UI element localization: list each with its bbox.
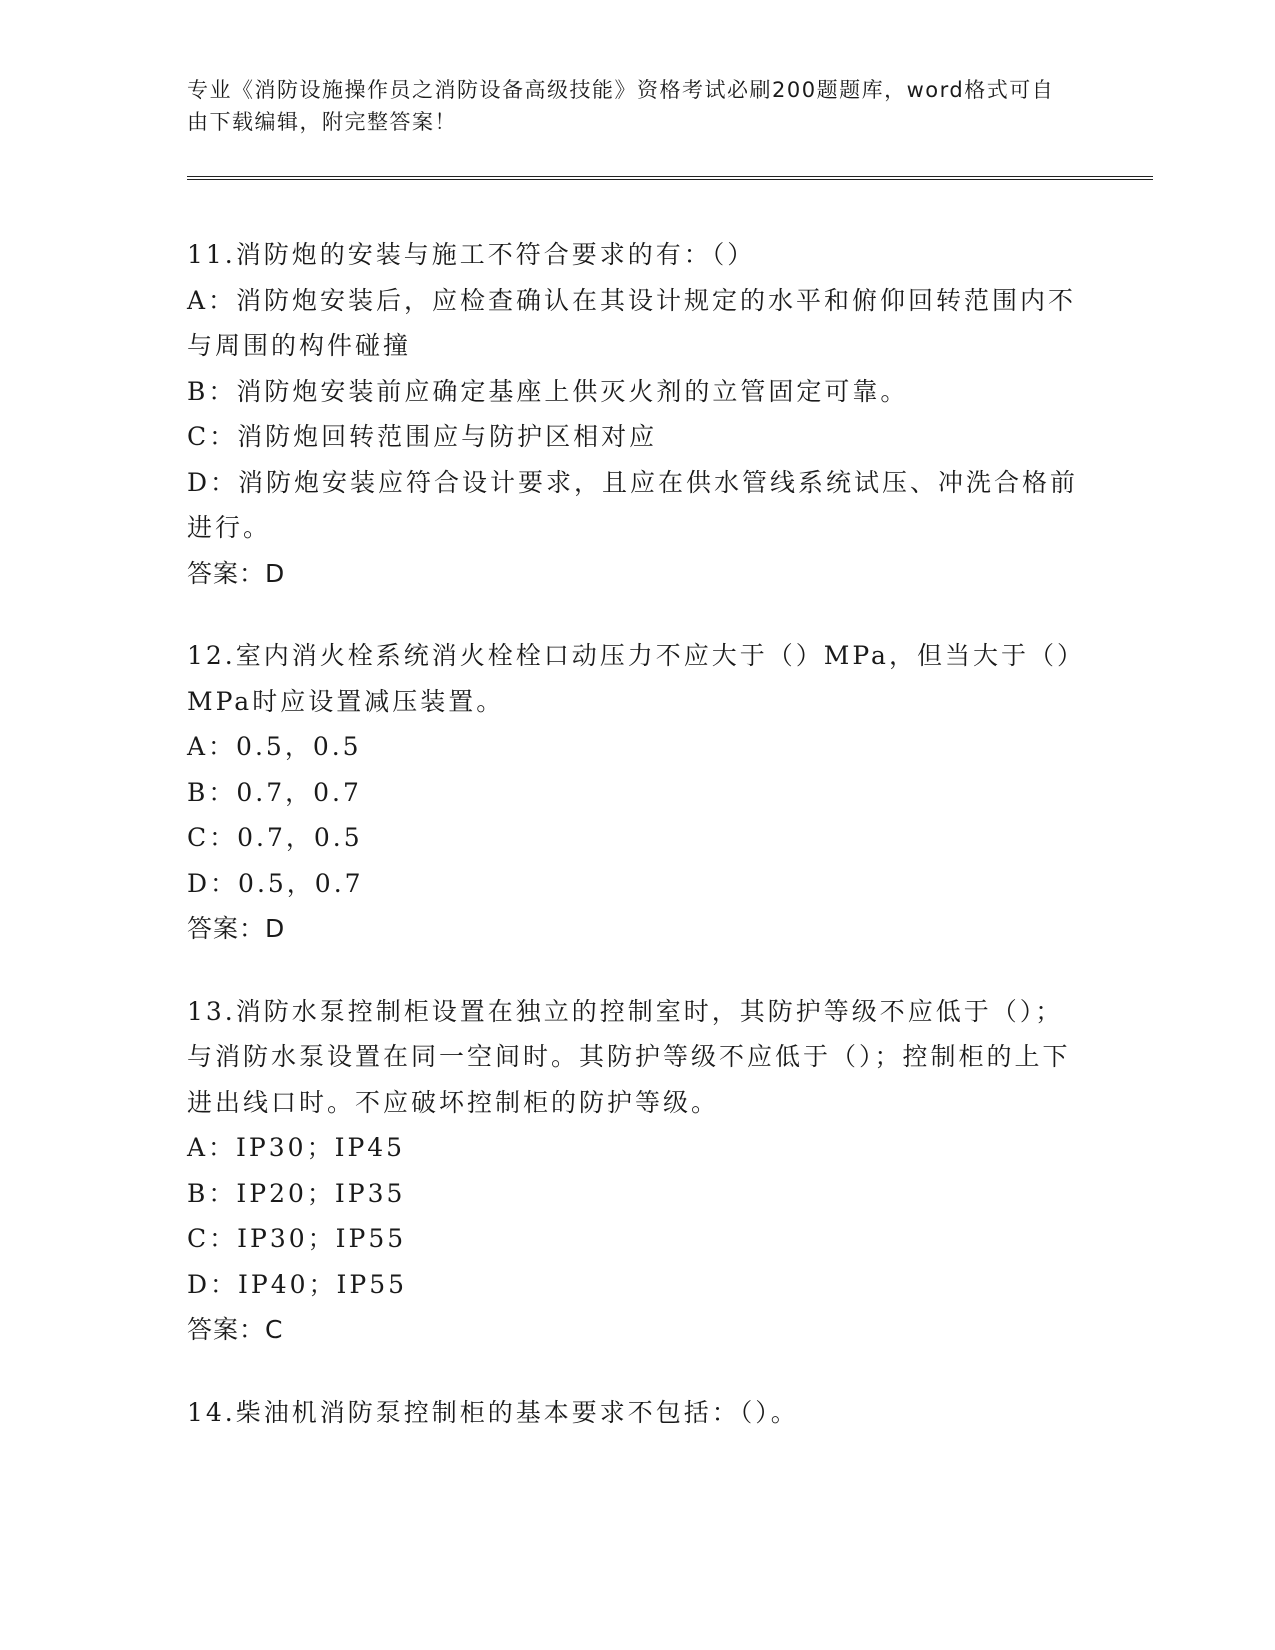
option-c: C：消防炮回转范围应与防护区相对应: [187, 422, 658, 451]
option-a: A：IP30；IP45: [187, 1133, 406, 1162]
option-b: B：消防炮安装前应确定基座上供灭火剂的立管固定可靠。: [187, 376, 909, 406]
header-divider: [187, 176, 1153, 180]
option-b: B：IP20；IP35: [187, 1178, 406, 1208]
option-c: C：IP30；IP55: [187, 1224, 407, 1253]
option-c: C：0.7，0.5: [187, 823, 363, 852]
question-item: [187, 1390, 1087, 1436]
answer-line: 答案：D: [187, 558, 286, 588]
question-stem: 11.消防炮的安装与施工不符合要求的有：（）: [187, 240, 756, 269]
document-header: 专业《消防设施操作员之消防设备高级技能》资格考试必刷200题题库，word格式可自由下载编辑，附完整答案！: [187, 78, 1055, 134]
question-stem: 13.消防水泵控制柜设置在独立的控制室时，其防护等级不应低于（）；与消防水泵设置在同一空间时。其防护等级不应低于（）；控制柜的上下进出线口时。不应破坏控制柜的防护等级。: [187, 996, 1071, 1117]
option-d: D：IP40；IP55: [187, 1269, 408, 1299]
option-d: D：消防炮安装应符合设计要求，且应在供水管线系统试压、冲洗合格前进行。: [187, 467, 1079, 542]
question-stem: 12.室内消火栓系统消火栓栓口动压力不应大于（）MPa，但当大于（）MPa时应设置减压装置。: [187, 641, 1085, 716]
answer-line: 答案：D: [187, 914, 286, 943]
option-a: A：0.5，0.5: [187, 732, 362, 761]
option-b: B：0.7，0.7: [187, 777, 362, 807]
option-a: A：消防炮安装后，应检查确认在其设计规定的水平和俯仰回转范围内不与周围的构件碰撞: [187, 285, 1077, 360]
option-d: D：0.5，0.7: [187, 868, 364, 898]
answer-line: 答案：C: [187, 1315, 284, 1344]
question-stem: 14.柴油机消防泵控制柜的基本要求不包括：（）。: [187, 1397, 799, 1427]
question-item: [187, 989, 1087, 1353]
question-list: [187, 232, 1087, 1472]
question-item: [187, 633, 1087, 952]
question-item: [187, 232, 1087, 596]
